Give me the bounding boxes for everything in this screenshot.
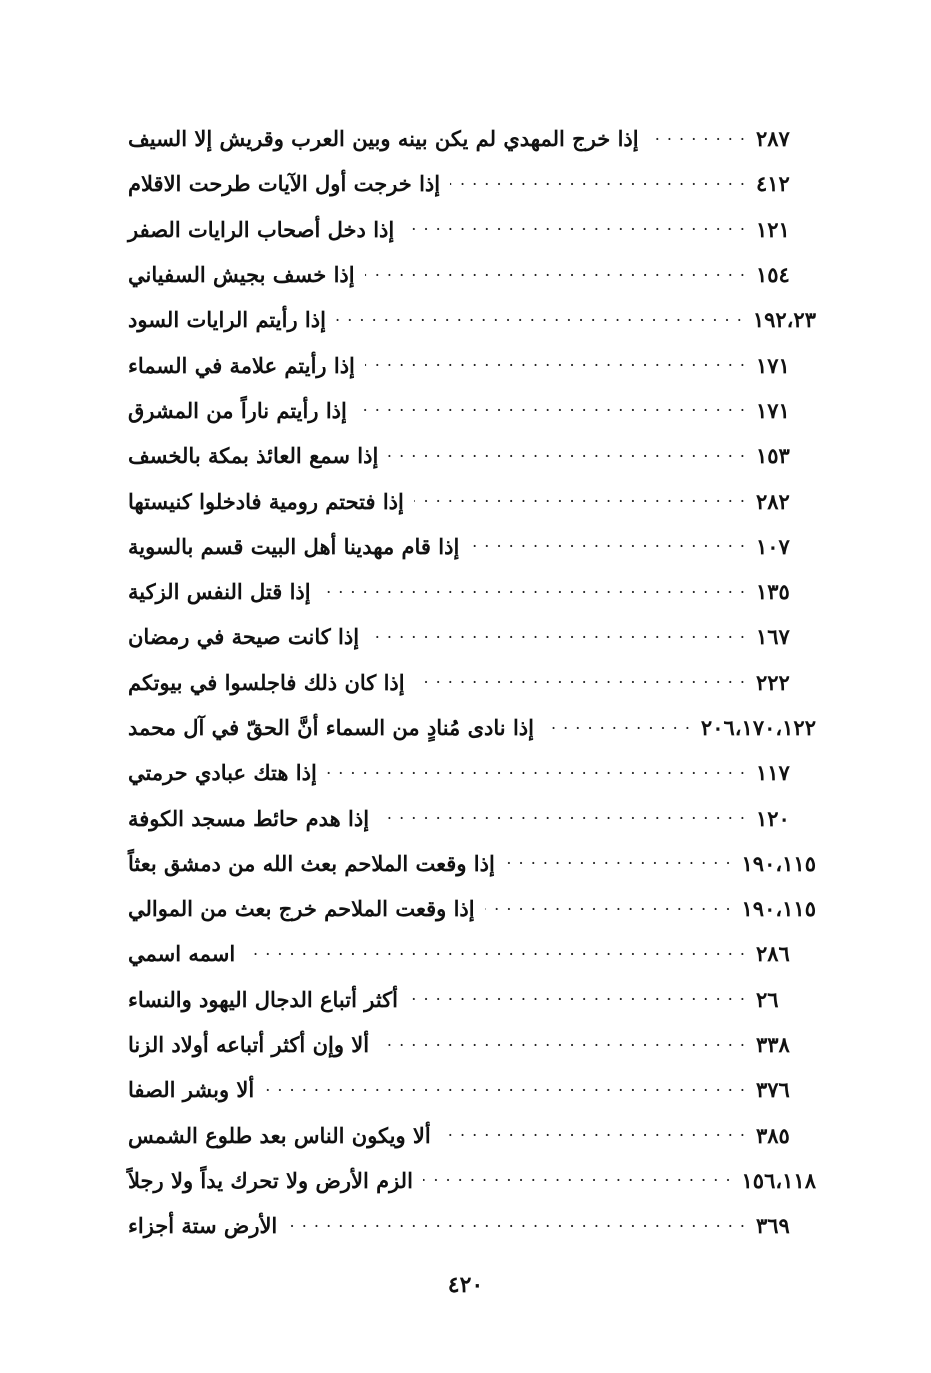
index-entry <box>128 1067 816 1112</box>
index-entry <box>128 841 816 886</box>
entry-pages: ٢٨٦ <box>756 941 790 967</box>
index-entry <box>128 1158 816 1203</box>
index-entry <box>128 931 816 976</box>
entry-pages: ٣٨٥ <box>756 1122 790 1148</box>
entry-pages: ٢٨٢ <box>756 488 790 514</box>
entry-text: إذا خرج المهدي لم يكن بينه وبين العرب وقريش إلا السيف <box>128 126 639 152</box>
entry-pages: ٣٣٨ <box>756 1032 790 1058</box>
leader-dots <box>357 400 746 420</box>
entry-text: إذا خسف بجيش السفياني <box>128 262 355 288</box>
index-entry <box>128 795 816 840</box>
entry-text: إذا كانت صيحة في رمضان <box>128 624 360 650</box>
entry-text: إذا قتل النفس الزكية <box>128 579 311 605</box>
index-entry <box>128 252 816 297</box>
entry-pages: ١١٧ <box>756 760 790 786</box>
entry-text: إذا خرجت أول الآيات طرحت الاقلام <box>128 171 441 197</box>
index-entry <box>128 660 816 705</box>
index-entry <box>128 342 816 387</box>
index-entry <box>128 1113 816 1158</box>
entry-text: إذا رأيتم علامة في السماء <box>128 352 355 378</box>
leader-dots <box>327 763 746 783</box>
index-entry <box>128 524 816 569</box>
leader-dots <box>264 1080 746 1100</box>
entry-pages: ١٩٠،١١٥ <box>741 850 816 876</box>
entry-pages: ٤١٢ <box>756 171 790 197</box>
index-entry <box>128 297 816 342</box>
leader-dots <box>415 672 746 692</box>
leader-dots <box>414 491 746 511</box>
leader-dots <box>379 1035 746 1055</box>
entry-text: إذا رأيتم الرايات السود <box>128 307 326 333</box>
entry-text: إذا نادى مُنادٍ من السماء أنَّ الحقّ في آل محمد <box>128 715 534 740</box>
entry-pages: ١٣٥ <box>756 579 790 605</box>
leader-dots <box>404 219 746 239</box>
entry-pages: ٢٠٦،١٧٠،١٢٢ <box>700 715 816 740</box>
entry-pages: ١٧١ <box>756 352 790 378</box>
index-entry <box>128 705 816 750</box>
entry-text: إذا سمع العائذ بمكة بالخسف <box>128 443 379 469</box>
entry-pages: ١٢٠ <box>756 805 790 831</box>
entry-pages: ٢٨٧ <box>756 126 790 152</box>
index-entry <box>128 207 816 252</box>
entry-text: إذا دخل أصحاب الرايات الصفر <box>128 216 395 242</box>
leader-dots <box>423 1170 732 1190</box>
leader-dots <box>379 808 746 828</box>
entry-pages: ١٠٧ <box>756 533 790 559</box>
entry-text: إذا هدم حائط مسجد الكوفة <box>128 805 370 831</box>
entry-pages: ٣٧٦ <box>756 1077 790 1103</box>
leader-dots <box>505 853 732 873</box>
entry-pages: ١٩٠،١١٥ <box>741 896 816 922</box>
entry-text: ألا وبشر الصفا <box>128 1077 255 1103</box>
leader-dots <box>485 899 732 919</box>
leader-dots <box>469 536 746 556</box>
index-entry <box>128 478 816 523</box>
leader-dots <box>408 989 746 1009</box>
entry-text: ألا ويكون الناس بعد طلوع الشمس <box>128 1122 431 1148</box>
page-number: ٤٢٠ <box>447 1272 484 1298</box>
entry-pages: ١٥٣ <box>756 443 790 469</box>
index-entry <box>128 388 816 433</box>
entry-pages: ٣٦٩ <box>756 1213 790 1239</box>
entry-pages: ١٦٧ <box>756 624 790 650</box>
leader-dots <box>441 1125 746 1145</box>
index-entry <box>128 116 816 161</box>
index-entry <box>128 886 816 931</box>
leader-dots <box>388 446 746 466</box>
entry-text: إذا كان ذلك فاجلسوا في بيوتكم <box>128 669 405 695</box>
index-entries <box>128 116 816 1248</box>
entry-text: الأرض ستة أجزاء <box>128 1213 278 1239</box>
leader-dots <box>365 265 746 285</box>
entry-pages: ١٧١ <box>756 397 790 423</box>
index-entry <box>128 433 816 478</box>
entry-text: إذا وقعت الملاحم خرج بعث من الموالي <box>128 896 475 922</box>
leader-dots <box>450 174 746 194</box>
index-entry <box>128 614 816 659</box>
entry-text: إذا رأيتم ناراً من المشرق <box>128 397 347 423</box>
entry-text: إذا وقعت الملاحم بعث الله من دمشق بعثاً <box>128 850 495 876</box>
leader-dots <box>336 310 743 330</box>
index-entry <box>128 1203 816 1248</box>
entry-text: اسمه اسمي <box>128 941 236 967</box>
entry-pages: ١٢١ <box>756 216 790 242</box>
index-entry <box>128 1022 816 1067</box>
leader-dots <box>649 129 746 149</box>
leader-dots <box>245 944 746 964</box>
entry-text: ألا وإن أكثر أتباعه أولاد الزنا <box>128 1032 370 1058</box>
leader-dots <box>287 1216 746 1236</box>
leader-dots <box>544 718 691 738</box>
index-entry <box>128 161 816 206</box>
leader-dots <box>321 582 746 602</box>
index-entry <box>128 569 816 614</box>
entry-pages: ٢٢٢ <box>756 669 790 695</box>
entry-pages: ٢٦ <box>756 986 779 1012</box>
entry-pages: ١٥٦،١١٨ <box>741 1167 816 1193</box>
leader-dots <box>369 627 746 647</box>
index-entry <box>128 977 816 1022</box>
leader-dots <box>365 355 746 375</box>
index-entry <box>128 750 816 795</box>
entry-text: إذا فتحتم رومية فادخلوا كنيستها <box>128 488 404 514</box>
entry-pages: ١٥٤ <box>756 262 790 288</box>
entry-text: إذا قام مهدينا أهل البيت قسم بالسوية <box>128 533 460 559</box>
entry-text: الزم الأرض ولا تحرك يداً ولا رجلاً <box>128 1167 413 1193</box>
entry-text: إذا هتك عبادي حرمتي <box>128 760 317 786</box>
entry-pages: ١٩٢،٢٣ <box>752 307 816 333</box>
entry-text: أكثر أتباع الدجال اليهود والنساء <box>128 986 399 1012</box>
